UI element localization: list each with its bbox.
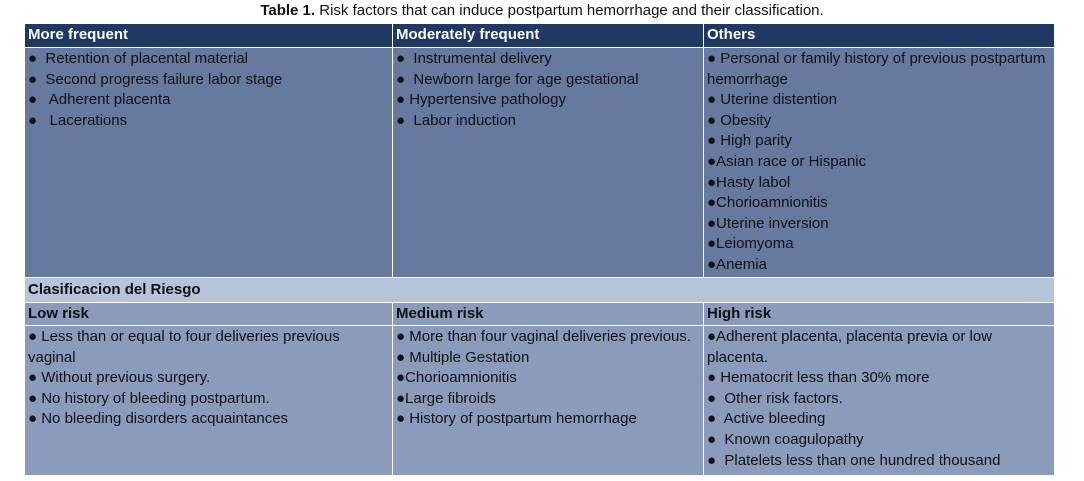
list-item: ● No history of bleeding postpartum. — [28, 389, 270, 407]
list-item: ● Newborn large for age gestational — [396, 70, 639, 88]
list-item: ● More than four vaginal deliveries previous. — [396, 328, 692, 345]
list-item: ●Chorioamnionitis — [396, 369, 517, 387]
list-item: ●Hasty labol — [707, 173, 791, 191]
list-item: ● Less than or equal to four deliveries previous vaginal — [28, 328, 344, 366]
list-item: ● Lacerations — [28, 111, 128, 129]
list-item: ● Labor induction — [396, 111, 516, 129]
header-medium-risk: Medium risk — [393, 303, 704, 326]
header-low-risk: Low risk — [25, 303, 393, 326]
list-item: ● High parity — [707, 132, 792, 150]
list-item: ● Hypertensive pathology — [396, 91, 566, 109]
risk-row — [25, 326, 1055, 476]
header-row — [25, 24, 1055, 48]
more-frequent-cell — [25, 48, 393, 278]
header-high-risk: High risk — [704, 303, 1055, 326]
list-item: ●Adherent placenta, placenta previa or low placenta. — [707, 328, 997, 366]
list-item: ● Platelets less than one hundred thousand — [707, 451, 1001, 469]
header-others: Others — [704, 24, 1055, 48]
list-item: ●Asian race or Hispanic — [707, 152, 867, 170]
caption-label: Table 1. — [260, 2, 316, 19]
list-item: ● Uterine distention — [707, 91, 837, 109]
list-item: ● Without previous surgery. — [28, 369, 211, 387]
list-item: ●Anemia — [707, 255, 767, 273]
list-item: ● No bleeding disorders acquaintances — [28, 410, 289, 428]
list-item: ● Other risk factors. — [707, 389, 843, 407]
low-risk-cell — [25, 326, 393, 476]
list-item: ● Adherent placenta — [28, 91, 171, 109]
header-moderately-frequent: Moderately frequent — [393, 24, 704, 48]
list-item: ●Large fibroids — [396, 389, 496, 407]
list-item: ●Uterine inversion — [707, 214, 829, 232]
others-cell — [704, 48, 1055, 278]
list-item: ● Known coagulopathy — [707, 430, 864, 448]
list-item: ● Retention of placental material — [28, 50, 249, 67]
list-item: ● Instrumental delivery — [396, 50, 552, 67]
list-item: ● Active bleeding — [707, 410, 826, 428]
frequency-row — [25, 48, 1055, 278]
list-item: ●Leiomyoma — [707, 235, 794, 253]
header-more-frequent: More frequent — [25, 24, 393, 48]
moderately-frequent-cell — [393, 48, 704, 278]
high-risk-cell — [704, 326, 1055, 476]
list-item: ● Personal or family history of previous postpartum hemorrhage — [707, 50, 1050, 88]
list-item: ● Multiple Gestation — [396, 348, 530, 366]
list-item: ● Obesity — [707, 111, 772, 129]
list-item: ● History of postpartum hemorrhage — [396, 410, 637, 428]
risk-header-row — [25, 303, 1055, 326]
list-item: ●Chorioamnionitis — [707, 194, 828, 212]
section-title: Clasificacion del Riesgo — [25, 278, 1055, 303]
table-caption — [0, 2, 1084, 20]
section-row — [25, 278, 1055, 303]
list-item: ● Hematocrit less than 30% more — [707, 369, 930, 387]
list-item: ● Second progress failure labor stage — [28, 70, 283, 88]
medium-risk-cell — [393, 326, 704, 476]
risk-factors-table — [24, 23, 1055, 476]
caption-text: Risk factors that can induce postpartum hemorrhage and their classification. — [315, 2, 824, 19]
